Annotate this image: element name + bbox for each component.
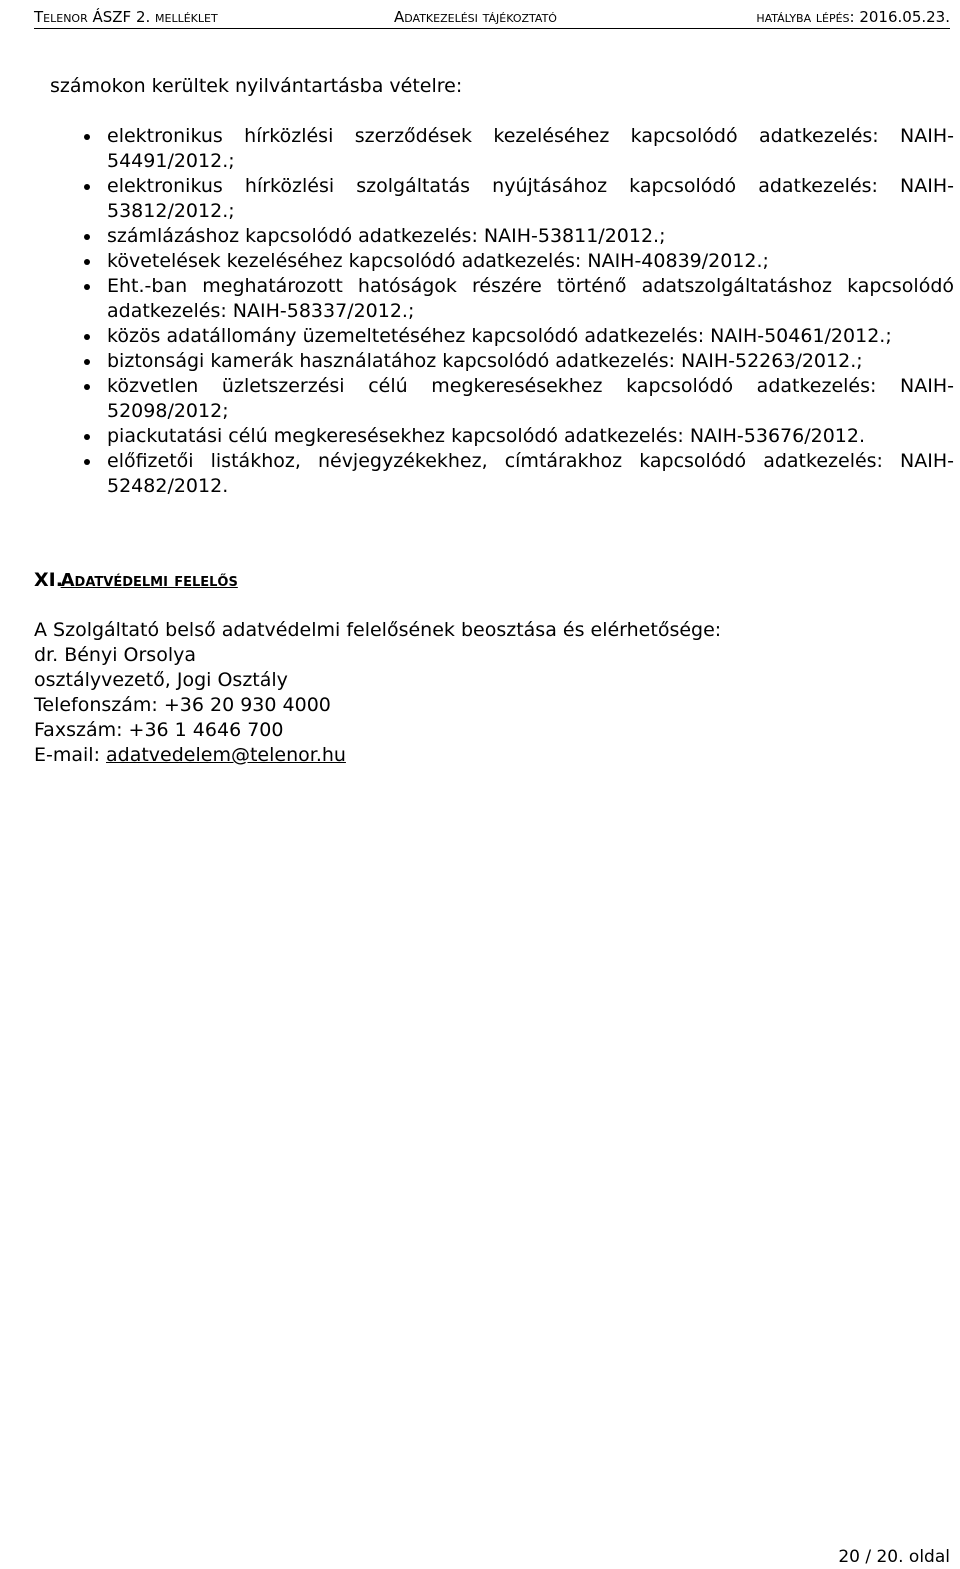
list-item-text: piackutatási célú megkeresésekhez kapcsolódó adatkezelés: NAIH-53676/2012. xyxy=(107,425,866,447)
bullet-icon xyxy=(84,284,90,290)
list-item-text: Eht.-ban meghatározott hatóságok részére történő adatszolgáltatáshoz kapcsolódó adatkezelés: NAIH-58337/2012.; xyxy=(107,275,954,322)
bullet-icon xyxy=(84,134,90,140)
contact-email-label: E-mail: xyxy=(34,744,107,766)
list-item xyxy=(0,349,960,374)
section-number: XI. xyxy=(34,569,63,591)
list-item xyxy=(0,174,960,224)
page-header xyxy=(34,6,950,29)
email-link[interactable]: adatvedelem@telenor.hu xyxy=(106,744,346,766)
list-item-text: biztonsági kamerák használatához kapcsolódó adatkezelés: NAIH-52263/2012.; xyxy=(107,350,863,372)
contact-block xyxy=(34,618,721,768)
header-document-title: Telenor ÁSZF 2. melléklet xyxy=(34,8,218,26)
list-item xyxy=(0,274,960,324)
contact-fax: Faxszám: +36 1 4646 700 xyxy=(34,719,284,741)
contact-name: dr. Bényi Orsolya xyxy=(34,644,196,666)
list-item xyxy=(0,249,960,274)
list-item-text: előfizetői listákhoz, névjegyzékekhez, címtárakhoz kapcsolódó adatkezelés: NAIH-52482/2012. xyxy=(107,450,954,497)
intro-text: számokon kerültek nyilvántartásba vételre: xyxy=(50,75,463,97)
contact-email-line xyxy=(34,743,721,768)
contact-phone: Telefonszám: +36 20 930 4000 xyxy=(34,694,331,716)
list-item-text: követelések kezeléséhez kapcsolódó adatkezelés: NAIH-40839/2012.; xyxy=(107,250,769,272)
list-item xyxy=(0,324,960,349)
contact-intro: A Szolgáltató belső adatvédelmi felelősének beosztása és elérhetősége: xyxy=(34,619,722,641)
list-item-text: elektronikus hírközlési szolgáltatás nyújtásához kapcsolódó adatkezelés: NAIH-53812/2012.; xyxy=(107,175,954,222)
bullet-icon xyxy=(84,234,90,240)
bullet-icon xyxy=(84,184,90,190)
list-item xyxy=(0,124,960,174)
list-item xyxy=(0,449,960,499)
bullet-icon xyxy=(84,334,90,340)
section-heading xyxy=(34,568,238,593)
list-item xyxy=(0,224,960,249)
registration-list xyxy=(0,124,960,499)
section-title: Adatvédelmi felelős xyxy=(60,570,238,591)
bullet-icon xyxy=(84,459,90,465)
list-item-text: számlázáshoz kapcsolódó adatkezelés: NAIH-53811/2012.; xyxy=(107,225,666,247)
bullet-icon xyxy=(84,434,90,440)
list-item-text: közvetlen üzletszerzési célú megkeresésekhez kapcsolódó adatkezelés: NAIH-52098/2012; xyxy=(107,375,954,422)
header-section-title: Adatkezelési tájékoztató xyxy=(394,8,557,26)
header-effective-date: hatályba lépés: 2016.05.23. xyxy=(756,8,950,26)
bullet-icon xyxy=(84,359,90,365)
page-number: 20 / 20. oldal xyxy=(838,1547,950,1567)
list-item-text: elektronikus hírközlési szerződések kezeléséhez kapcsolódó adatkezelés: NAIH-54491/2012.; xyxy=(107,125,954,172)
bullet-icon xyxy=(84,259,90,265)
list-item xyxy=(0,374,960,424)
bullet-icon xyxy=(84,384,90,390)
contact-position: osztályvezető, Jogi Osztály xyxy=(34,669,288,691)
list-item xyxy=(0,424,960,449)
list-item-text: közös adatállomány üzemeltetéséhez kapcsolódó adatkezelés: NAIH-50461/2012.; xyxy=(107,325,892,347)
